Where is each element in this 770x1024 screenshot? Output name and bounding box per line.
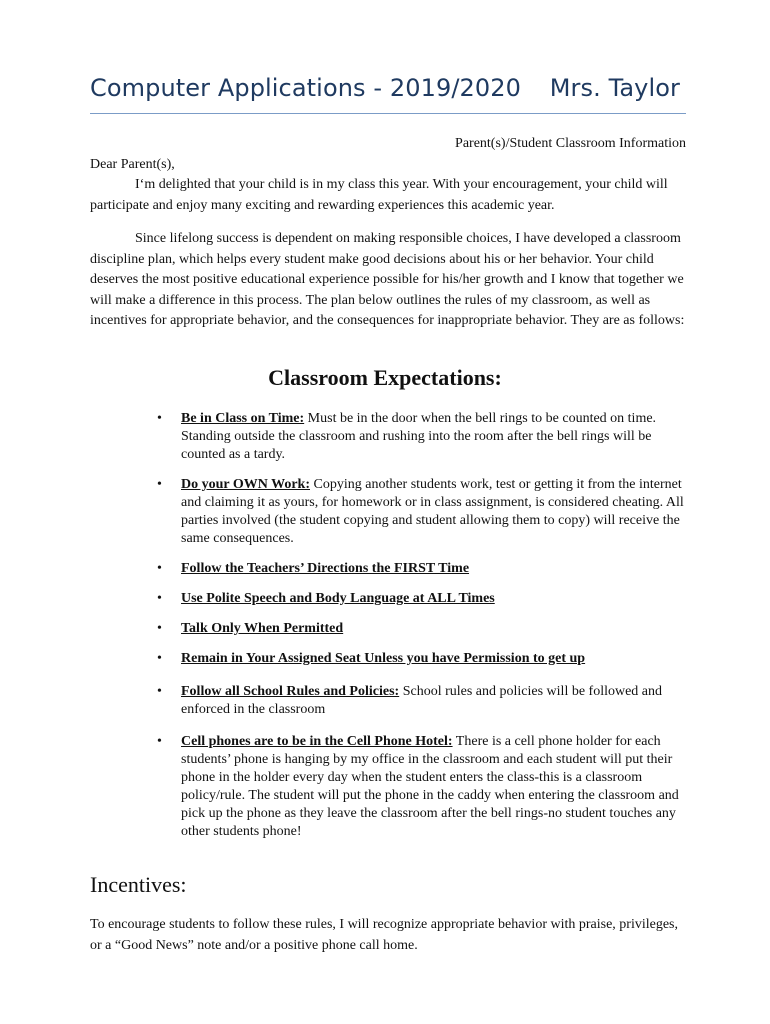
document-header (90, 74, 686, 102)
intro-paragraph: I‘m delighted that your child is in my class this year. With your encouragement, your child will participate and enjoy many exciting and rewarding experiences this academic year. (90, 177, 668, 213)
list-item (181, 410, 687, 464)
rule-label: Use Polite Speech and Body Language at ALL Times (181, 591, 495, 606)
rule-label: Remain in Your Assigned Seat Unless you have Permission to get up (181, 651, 586, 666)
header-rule (90, 113, 686, 114)
discipline-plan-paragraph: Since lifelong success is dependent on making responsible choices, I have developed a classroom discipline plan, which helps every student make good decisions about his or her behavior. Your child deserves the most positive educational experience possible for his/her growth and I know that together we will make a difference in this process. The plan below outlines the rules of my classroom, as well as incentives for appropriate behavior, and the consequences for inappropriate behavior. They are as follows: (90, 231, 685, 329)
course-title: Computer Applications - 2019/2020 (90, 74, 521, 102)
rule-text: There is a cell phone holder for each students’ phone is hanging by my office in the classroom and each student will put their phone in the holder every day when the student enters the class-this is a classroom policy/rule. The student will put the phone in the caddy when entering the classroom and pick up the phone as they leave the classroom after the bell rings-no student touches any other students phone! (181, 734, 679, 839)
rule-label: Follow all School Rules and Policies: (181, 684, 400, 699)
list-item (181, 476, 687, 548)
list-item (181, 590, 687, 608)
list-item (181, 733, 687, 841)
document-subtitle: Parent(s)/Student Classroom Information (455, 136, 686, 151)
list-item (181, 650, 687, 668)
expectations-heading: Classroom Expectations: (268, 365, 502, 390)
list-item (181, 560, 687, 578)
rule-label: Talk Only When Permitted (181, 621, 344, 636)
list-item (181, 683, 687, 719)
list-item (181, 620, 687, 638)
rule-label: Cell phones are to be in the Cell Phone Hotel: (181, 734, 453, 749)
rule-label: Do your OWN Work: (181, 477, 310, 492)
rule-text: Must be in the door when the bell rings to be counted on time. Standing outside the classroom and rushing into the room after the bell rings will be counted as a tardy. (181, 411, 657, 462)
expectations-list (181, 410, 687, 841)
incentives-paragraph: To encourage students to follow these rules, I will recognize appropriate behavior with praise, privileges, or a “Good News” note and/or a positive phone call home. (90, 917, 678, 953)
teacher-name: Mrs. Taylor (549, 74, 680, 102)
incentives-heading: Incentives: (90, 872, 187, 897)
rule-label: Follow the Teachers’ Directions the FIRST Time (181, 561, 470, 576)
greeting: Dear Parent(s), (90, 157, 175, 172)
rule-text: School rules and policies will be followed and enforced in the classroom (181, 684, 663, 717)
rule-text: Copying another students work, test or getting it from the internet and claiming it as yours, for homework or in class assignment, is considered cheating. All parties involved (the student copying and student allowing them to copy) will receive the same consequences. (181, 477, 684, 546)
rule-label: Be in Class on Time: (181, 411, 305, 426)
